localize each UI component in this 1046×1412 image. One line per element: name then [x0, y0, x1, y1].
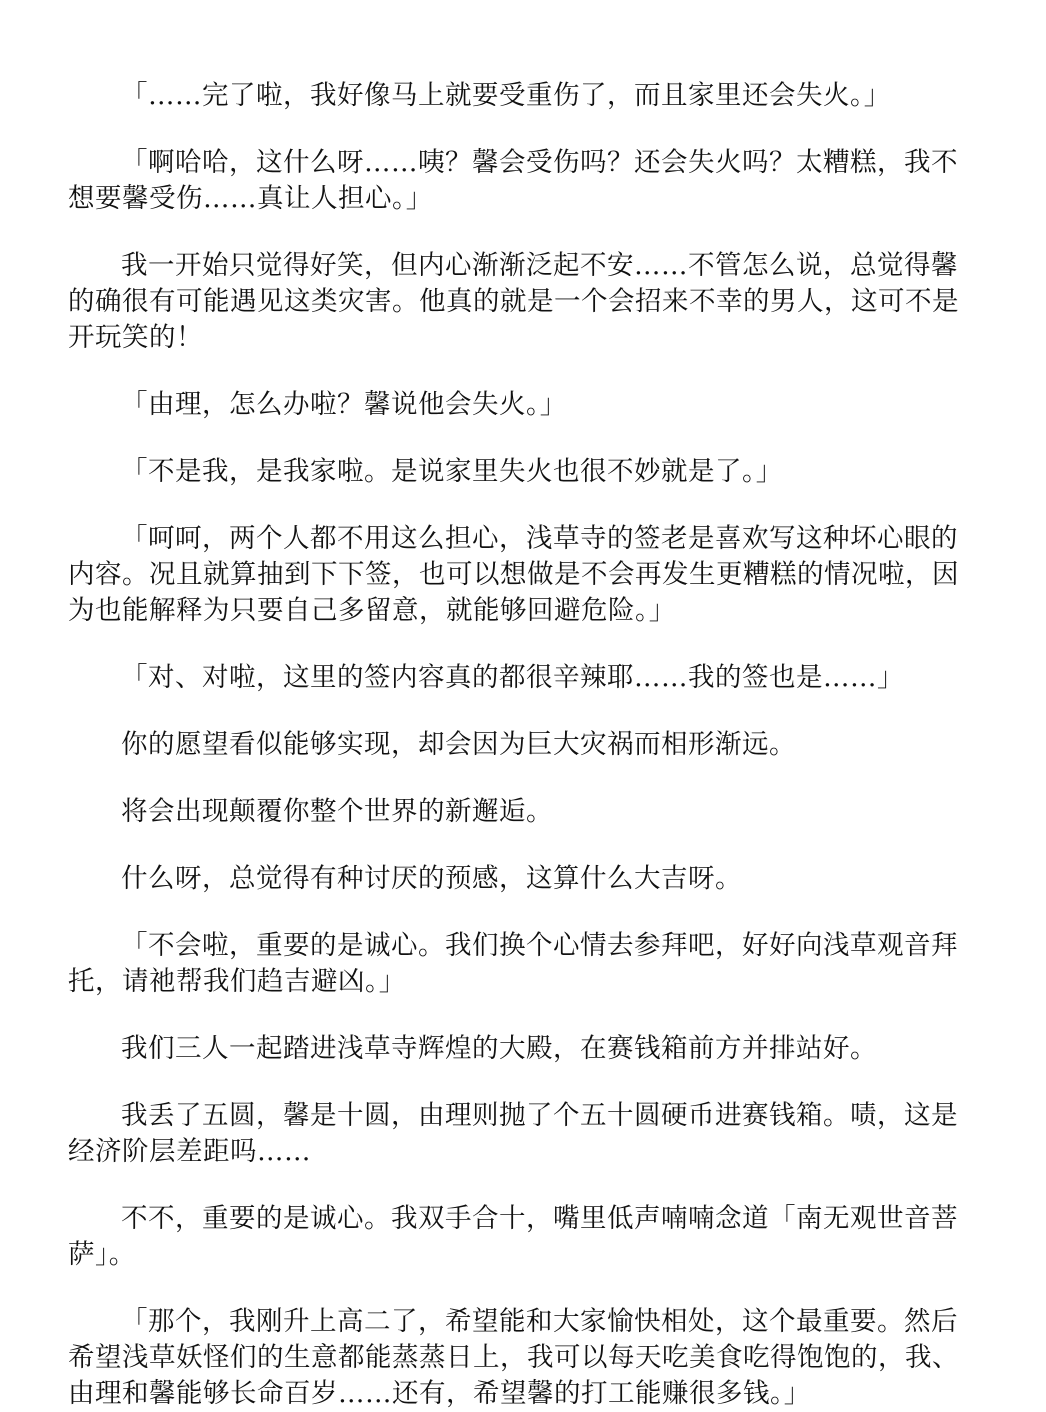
- paragraph: 「呵呵，两个人都不用这么担心，浅草寺的签老是喜欢写这种坏心眼的内容。况且就算抽到下下签，也可以想做是不会再发生更糟糕的情况啦，因为也能解释为只要自己多留意，就能够回避危险。」: [68, 523, 959, 626]
- paragraph: 什么呀，总觉得有种讨厌的预感，这算什么大吉呀。: [121, 863, 742, 894]
- paragraph: 不不，重要的是诚心。我双手合十，嘴里低声喃喃念道「南无观世音菩萨」。: [68, 1203, 958, 1270]
- paragraph: 将会出现颠覆你整个世界的新邂逅。: [121, 796, 553, 827]
- paragraph: 「……完了啦，我好像马上就要受重伤了，而且家里还会失火。」: [121, 80, 891, 111]
- paragraph: 我一开始只觉得好笑，但内心渐渐泛起不安……不管怎么说，总觉得馨的确很有可能遇见这类灾害。他真的就是一个会招来不幸的男人，这可不是开玩笑的！: [68, 250, 959, 353]
- paragraph: 「对、对啦，这里的签内容真的都很辛辣耶……我的签也是……」: [121, 662, 904, 693]
- paragraph: 你的愿望看似能够实现，却会因为巨大灾祸而相形渐远。: [121, 729, 796, 760]
- paragraph: 「啊哈哈，这什么呀……咦？馨会受伤吗？还会失火吗？太糟糕，我不想要馨受伤……真让人担心。」: [68, 147, 958, 214]
- paragraph: 「不会啦，重要的是诚心。我们换个心情去参拜吧，好好向浅草观音拜托，请祂帮我们趋吉避凶。」: [68, 930, 958, 997]
- paragraph: 「那个，我刚升上高二了，希望能和大家愉快相处，这个最重要。然后希望浅草妖怪们的生意都能蒸蒸日上，我可以每天吃美食吃得饱饱的，我、由理和馨能够长命百岁……还有，希望馨的打工能赚很多钱。」: [68, 1306, 959, 1409]
- paragraph: 我丢了五圆，馨是十圆，由理则抛了个五十圆硬币进赛钱箱。啧，这是经济阶层差距吗……: [68, 1100, 958, 1167]
- paragraph: 我们三人一起踏进浅草寺辉煌的大殿，在赛钱箱前方并排站好。: [121, 1033, 877, 1064]
- paragraph: 「不是我，是我家啦。是说家里失火也很不妙就是了。」: [121, 456, 783, 487]
- paragraph: 「由理，怎么办啦？馨说他会失火。」: [121, 389, 567, 420]
